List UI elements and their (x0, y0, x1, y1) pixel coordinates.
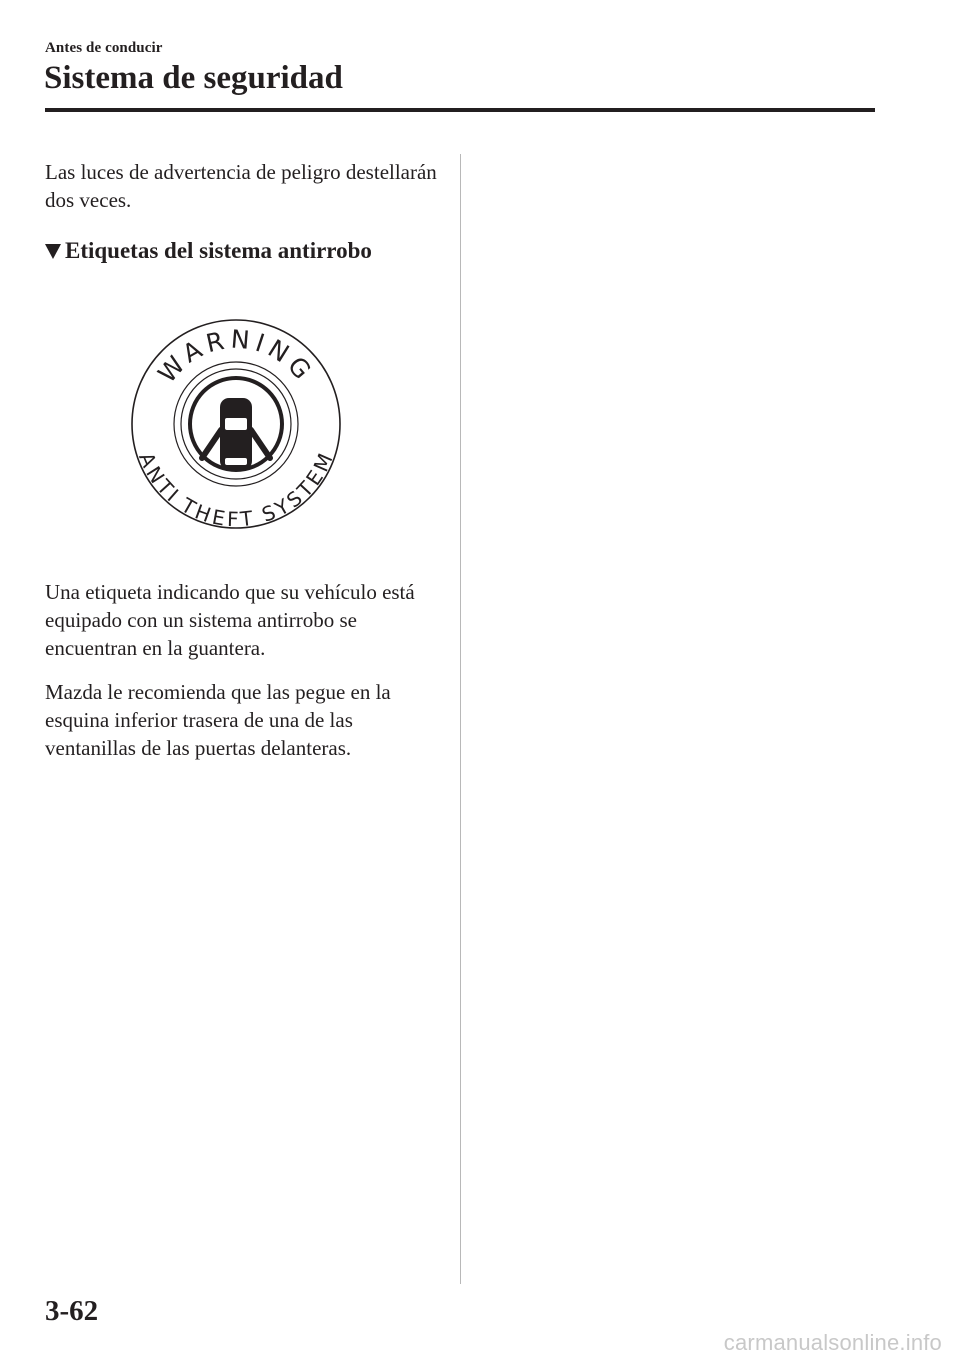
anti-theft-system-text: ANTI THEFT SYSTEM (134, 448, 338, 530)
anti-theft-label-figure (130, 318, 342, 530)
warning-text: WARNING (152, 324, 320, 389)
header-rule (45, 108, 875, 112)
subheading (45, 236, 372, 266)
subheading-text: Etiquetas del sistema antirrobo (65, 238, 372, 263)
section-title: Sistema de seguridad (44, 60, 343, 96)
chapter-label: Antes de conducir (45, 40, 163, 56)
paragraph-label-location: Una etiqueta indicando que su vehículo está equipado con un sistema antirrobo se encuentran en la guantera. (45, 580, 415, 660)
column-divider (460, 154, 461, 1284)
page-number: 3-62 (45, 1295, 99, 1327)
triangle-bullet-icon (45, 244, 61, 259)
paragraph-recommendation: Mazda le recomienda que las pegue en la esquina inferior trasera de una de las ventanillas de las puertas delanteras. (45, 680, 391, 760)
watermark: carmanualsonline.info (723, 1330, 942, 1355)
intro-paragraph: Las luces de advertencia de peligro destellarán dos veces. (45, 160, 437, 212)
